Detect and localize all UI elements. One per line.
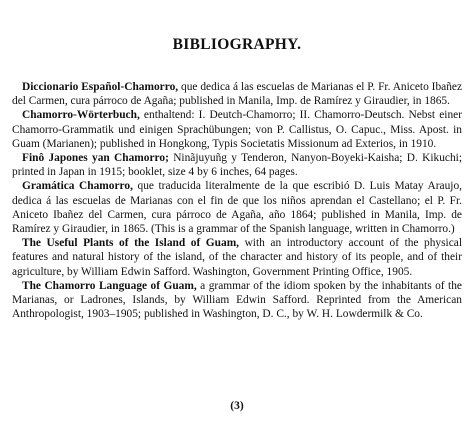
bibliography-entry (12, 279, 462, 322)
entry-title: Finô Japones yan Chamorro; (22, 152, 169, 165)
entry-text: que traducida literalmente de la que escribió D. Luis Matay Araujo, dedica á las escuelas de Marianas con el fin de que los niños aprendan el Castellano; el P. Fr. Aniceto Ibañez del Carmen, cura párroco de Agaña, año 1864; published in Manila, Imp. de Ramírez y Giraudier, in 1865. (This is a grammar of the Spanish language, written in Chamorro.) (12, 180, 462, 236)
entry-text: que dedica á las escuelas de Marianas el P. Fr. Aniceto Ibañez del Carmen, cura párroco de Agaña; published in Manila, Imp. de Ramírez y Giraudier, in 1865. (12, 81, 462, 108)
bibliography-entry (12, 179, 462, 236)
bibliography-list (12, 80, 462, 321)
entry-text: with an introductory account of the physical features and natural history of the island, of the character and history of its people, and of their agriculture, by William Edwin Safford. Washington, Government Printing Office, 1905. (12, 237, 462, 278)
entry-text: Ninãjuyuñg y Tenderon, Nanyon-Boyeki-Kaisha; D. Kikuchi; printed in Japan in 1915; booklet, size 4 by 6 inches, 64 pages. (12, 152, 462, 179)
entry-text: enthaltend: I. Deutch-Chamorro; II. Chamorro-Deutsch. Nebst einer Chamorro-Grammatik und einigen Sprachübungen; von P. Callistus, O. Capuc., Miss. Apost. in Guam (Marianen); published in Hongkong, Typis Societatis Missionum ad Exterios, in 1910. (12, 109, 462, 150)
bibliography-entry (12, 108, 462, 151)
entry-title: The Useful Plants of the Island of Guam, (22, 237, 240, 250)
page-title: BIBLIOGRAPHY. (172, 36, 302, 53)
entry-title: Gramática Chamorro, (22, 180, 133, 193)
entry-title: The Chamorro Language of Guam, (22, 279, 197, 292)
bibliography-entry (12, 80, 462, 108)
bibliography-entry (12, 236, 462, 279)
page-number: (3) (230, 400, 244, 412)
entry-title: Chamorro-Wörterbuch, (22, 109, 140, 122)
bibliography-entry (12, 151, 462, 179)
entry-text: a grammar of the idiom spoken by the inhabitants of the Marianas, or Ladrones, Islands, by William Edwin Safford. Reprinted from the American Anthropologist, 1903–1905; published in Washington, D. C., by W. H. Lowdermilk & Co. (12, 279, 462, 321)
entry-title: Diccionario Español-Chamorro, (22, 81, 179, 93)
